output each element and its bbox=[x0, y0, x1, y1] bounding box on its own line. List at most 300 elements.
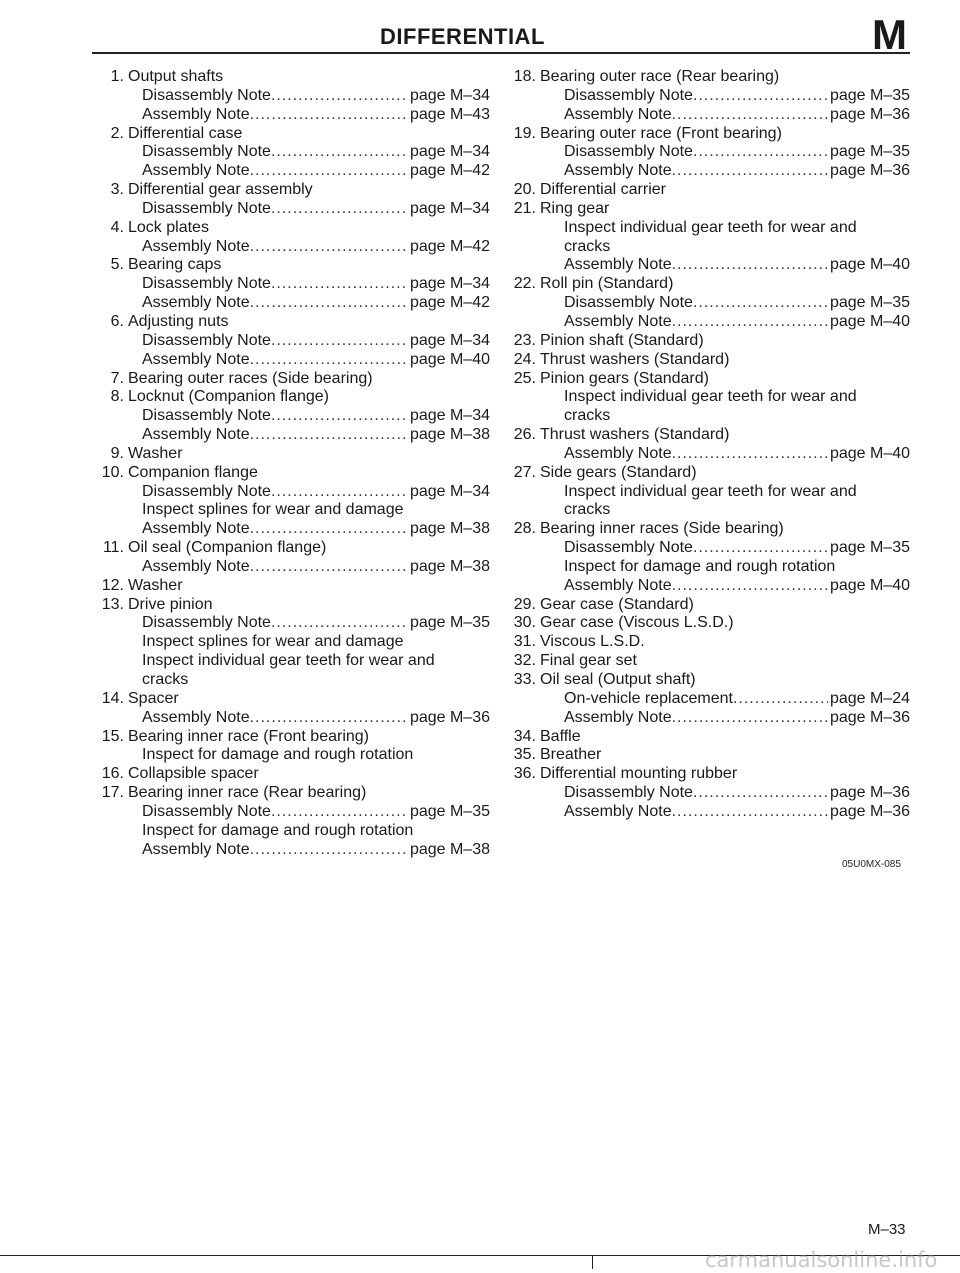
page-reference: page M–35 bbox=[409, 802, 490, 820]
page-reference: page M–36 bbox=[829, 802, 910, 820]
note-label: Assembly Note bbox=[564, 105, 672, 123]
item-title-line bbox=[94, 784, 490, 803]
note-label: Assembly Note bbox=[142, 294, 250, 312]
list-item bbox=[506, 728, 910, 747]
note-label: Disassembly Note bbox=[142, 331, 271, 349]
list-item bbox=[94, 539, 490, 577]
dot-leader bbox=[672, 313, 828, 332]
list-item bbox=[94, 577, 490, 596]
item-note-line bbox=[506, 709, 910, 728]
item-title: Washer bbox=[128, 444, 183, 462]
item-title-line bbox=[94, 539, 490, 558]
item-title-line bbox=[506, 728, 910, 747]
dot-leader bbox=[672, 803, 828, 822]
note-label: Assembly Note bbox=[142, 708, 250, 726]
item-number: 14. bbox=[101, 689, 124, 707]
dot-leader bbox=[693, 87, 828, 106]
item-title-line bbox=[94, 388, 490, 407]
list-item bbox=[94, 313, 490, 370]
item-note-line bbox=[506, 407, 910, 426]
list-item bbox=[94, 388, 490, 445]
note-label: Assembly Note bbox=[564, 802, 672, 820]
dot-leader bbox=[250, 106, 408, 125]
dot-leader bbox=[250, 558, 408, 577]
item-note-line bbox=[94, 351, 490, 370]
item-title-line bbox=[506, 275, 910, 294]
item-note-line bbox=[94, 483, 490, 502]
item-number: 13. bbox=[101, 595, 124, 613]
item-note-line bbox=[506, 162, 910, 181]
item-note-line bbox=[94, 87, 490, 106]
list-item bbox=[506, 765, 910, 822]
item-title: Collapsible spacer bbox=[128, 765, 259, 783]
item-title-line bbox=[506, 614, 910, 633]
item-title-line bbox=[506, 671, 910, 690]
dot-leader bbox=[693, 294, 828, 313]
item-note-line bbox=[506, 143, 910, 162]
item-title: Oil seal (Output shaft) bbox=[540, 671, 696, 688]
item-note-line bbox=[94, 200, 490, 219]
page-number: M–33 bbox=[868, 1221, 906, 1238]
page-reference: page M–40 bbox=[829, 444, 910, 462]
item-number: 29. bbox=[513, 595, 536, 613]
item-note-line bbox=[94, 106, 490, 125]
list-item bbox=[506, 200, 910, 275]
item-number: 5. bbox=[110, 256, 124, 274]
page-reference: page M–34 bbox=[409, 331, 490, 349]
item-number: 7. bbox=[110, 369, 124, 387]
item-number: 26. bbox=[513, 426, 536, 444]
item-number: 35. bbox=[513, 746, 536, 764]
dot-leader bbox=[693, 784, 828, 803]
item-number: 34. bbox=[513, 727, 536, 745]
page-reference: page M–36 bbox=[829, 105, 910, 123]
dot-leader bbox=[250, 351, 408, 370]
dot-leader bbox=[271, 332, 408, 351]
item-title-line bbox=[94, 219, 490, 238]
item-title-line bbox=[506, 746, 910, 765]
item-note-line bbox=[506, 501, 910, 520]
dot-leader bbox=[672, 162, 828, 181]
list-item bbox=[506, 596, 910, 615]
item-title-line bbox=[94, 125, 490, 144]
page-reference: page M–36 bbox=[829, 708, 910, 726]
item-title: Drive pinion bbox=[128, 595, 213, 613]
item-title-line bbox=[506, 125, 910, 144]
item-title: Bearing inner races (Side bearing) bbox=[540, 520, 784, 538]
item-title: Lock plates bbox=[128, 218, 209, 236]
item-title-line bbox=[94, 577, 490, 596]
note-label: On-vehicle replacement bbox=[564, 689, 733, 707]
dot-leader bbox=[733, 690, 828, 709]
dot-leader bbox=[250, 238, 408, 257]
item-title: Differential case bbox=[128, 124, 243, 142]
note-label: Assembly Note bbox=[142, 557, 250, 575]
item-title-line bbox=[94, 464, 490, 483]
item-title: Output shafts bbox=[128, 68, 224, 85]
note-label: Assembly Note bbox=[564, 162, 672, 180]
list-item bbox=[506, 332, 910, 351]
page-reference: page M–35 bbox=[409, 614, 490, 632]
list-item bbox=[506, 351, 910, 370]
list-item bbox=[506, 746, 910, 765]
note-label: Inspect for damage and rough rotation bbox=[142, 746, 414, 764]
parts-list-left-column bbox=[94, 68, 490, 859]
page-reference: page M–34 bbox=[409, 86, 490, 104]
item-number: 36. bbox=[513, 765, 536, 783]
list-item bbox=[94, 181, 490, 219]
dot-leader bbox=[672, 709, 828, 728]
note-label: Disassembly Note bbox=[142, 275, 271, 293]
item-note-line bbox=[506, 539, 910, 558]
item-title: Bearing outer race (Rear bearing) bbox=[540, 68, 780, 85]
note-label: Assembly Note bbox=[564, 708, 672, 726]
page-reference: page M–35 bbox=[829, 86, 910, 104]
item-title-line bbox=[506, 520, 910, 539]
item-note-line bbox=[94, 558, 490, 577]
item-title: Viscous L.S.D. bbox=[540, 633, 645, 651]
note-label: Disassembly Note bbox=[142, 407, 271, 425]
dot-leader bbox=[271, 275, 408, 294]
page-reference: page M–42 bbox=[409, 237, 490, 255]
page-reference: page M–40 bbox=[829, 256, 910, 274]
page-reference: page M–36 bbox=[829, 784, 910, 802]
note-label: Disassembly Note bbox=[142, 482, 271, 500]
list-item bbox=[94, 728, 490, 766]
item-title-line bbox=[94, 690, 490, 709]
note-label: Assembly Note bbox=[564, 256, 672, 274]
note-label: Assembly Note bbox=[142, 105, 250, 123]
note-label: Disassembly Note bbox=[142, 802, 271, 820]
item-title: Gear case (Standard) bbox=[540, 595, 694, 613]
item-title: Companion flange bbox=[128, 463, 258, 481]
page-reference: page M–40 bbox=[409, 350, 490, 368]
note-label: Assembly Note bbox=[564, 576, 672, 594]
list-item bbox=[506, 652, 910, 671]
item-number: 6. bbox=[110, 312, 124, 330]
item-number: 1. bbox=[110, 68, 124, 85]
item-note-line bbox=[94, 746, 490, 765]
list-item bbox=[94, 596, 490, 690]
page-reference: page M–34 bbox=[409, 275, 490, 293]
note-label: Inspect individual gear teeth for wear and bbox=[564, 218, 857, 236]
list-item bbox=[506, 275, 910, 332]
list-item bbox=[94, 256, 490, 313]
item-title-line bbox=[506, 633, 910, 652]
page-reference: page M–34 bbox=[409, 199, 490, 217]
item-note-line bbox=[506, 388, 910, 407]
dot-leader bbox=[672, 577, 828, 596]
dot-leader bbox=[271, 803, 408, 822]
item-title: Thrust washers (Standard) bbox=[540, 426, 730, 444]
item-note-line bbox=[506, 445, 910, 464]
item-title: Bearing inner race (Rear bearing) bbox=[128, 784, 367, 802]
item-note-line bbox=[94, 709, 490, 728]
dot-leader bbox=[250, 520, 408, 539]
note-label: Assembly Note bbox=[142, 350, 250, 368]
list-item bbox=[94, 690, 490, 728]
item-number: 12. bbox=[101, 576, 124, 594]
dot-leader bbox=[271, 200, 408, 219]
list-item bbox=[506, 520, 910, 595]
item-number: 9. bbox=[110, 444, 124, 462]
item-title: Gear case (Viscous L.S.D.) bbox=[540, 614, 734, 632]
list-item bbox=[94, 765, 490, 784]
list-item bbox=[506, 68, 910, 125]
item-number: 20. bbox=[513, 181, 536, 199]
page-reference: page M–42 bbox=[409, 162, 490, 180]
note-label: Disassembly Note bbox=[142, 143, 271, 161]
item-title-line bbox=[506, 181, 910, 200]
item-title-line bbox=[506, 351, 910, 370]
watermark-text: carmanualsonline.info bbox=[705, 1248, 938, 1272]
note-label: Assembly Note bbox=[142, 162, 250, 180]
dot-leader bbox=[672, 256, 828, 275]
item-title: Washer bbox=[128, 576, 183, 594]
item-title: Adjusting nuts bbox=[128, 312, 229, 330]
item-note-line bbox=[506, 256, 910, 275]
note-label: Disassembly Note bbox=[142, 86, 271, 104]
section-letter: M bbox=[872, 11, 907, 58]
note-label: Inspect individual gear teeth for wear and bbox=[142, 652, 435, 670]
item-title: Baffle bbox=[540, 727, 581, 745]
item-number: 25. bbox=[513, 369, 536, 387]
page-reference: page M–36 bbox=[829, 162, 910, 180]
list-item bbox=[94, 125, 490, 182]
page-reference: page M–38 bbox=[409, 840, 490, 858]
dot-leader bbox=[250, 294, 408, 313]
note-label: Disassembly Note bbox=[564, 784, 693, 802]
note-label: Inspect for damage and rough rotation bbox=[564, 557, 836, 575]
dot-leader bbox=[271, 407, 408, 426]
dot-leader bbox=[672, 106, 828, 125]
footer-tick-mark bbox=[592, 1255, 593, 1269]
page-reference: page M–35 bbox=[829, 143, 910, 161]
note-label: Inspect individual gear teeth for wear and bbox=[564, 482, 857, 500]
page-reference: page M–34 bbox=[409, 482, 490, 500]
list-item bbox=[94, 464, 490, 539]
dot-leader bbox=[271, 614, 408, 633]
item-title: Bearing outer races (Side bearing) bbox=[128, 369, 373, 387]
item-note-line bbox=[94, 841, 490, 860]
page-reference: page M–36 bbox=[409, 708, 490, 726]
note-label: Disassembly Note bbox=[564, 294, 693, 312]
item-title-line bbox=[506, 332, 910, 351]
note-label: Disassembly Note bbox=[564, 143, 693, 161]
page-reference: page M–24 bbox=[829, 689, 910, 707]
dot-leader bbox=[250, 709, 408, 728]
item-number: 23. bbox=[513, 331, 536, 349]
item-title: Ring gear bbox=[540, 199, 610, 217]
note-label: Assembly Note bbox=[142, 520, 250, 538]
note-label: Disassembly Note bbox=[564, 86, 693, 104]
page-reference: page M–38 bbox=[409, 520, 490, 538]
item-note-line bbox=[94, 407, 490, 426]
note-label: Inspect splines for wear and damage bbox=[142, 633, 404, 651]
item-number: 19. bbox=[513, 124, 536, 142]
item-title-line bbox=[94, 313, 490, 332]
item-number: 8. bbox=[110, 388, 124, 406]
page-reference: page M–38 bbox=[409, 426, 490, 444]
item-note-line bbox=[94, 332, 490, 351]
item-note-line bbox=[506, 558, 910, 577]
note-label: cracks bbox=[142, 671, 189, 688]
note-label: cracks bbox=[564, 237, 611, 255]
item-note-line bbox=[94, 633, 490, 652]
note-label: Inspect splines for wear and damage bbox=[142, 501, 404, 519]
note-label: Inspect individual gear teeth for wear and bbox=[564, 388, 857, 406]
item-note-line bbox=[94, 294, 490, 313]
item-note-line bbox=[506, 690, 910, 709]
item-title: Locknut (Companion flange) bbox=[128, 388, 330, 406]
list-item bbox=[506, 426, 910, 464]
list-item bbox=[506, 671, 910, 728]
item-title: Roll pin (Standard) bbox=[540, 275, 674, 293]
item-title-line bbox=[506, 596, 910, 615]
item-number: 21. bbox=[513, 199, 536, 217]
item-title: Pinion shaft (Standard) bbox=[540, 331, 704, 349]
dot-leader bbox=[693, 143, 828, 162]
item-note-line bbox=[94, 501, 490, 520]
item-title: Breather bbox=[540, 746, 602, 764]
item-title-line bbox=[94, 68, 490, 87]
note-label: Disassembly Note bbox=[564, 539, 693, 557]
item-title: Spacer bbox=[128, 689, 179, 707]
item-number: 32. bbox=[513, 652, 536, 670]
page-reference: page M–40 bbox=[829, 576, 910, 594]
list-item bbox=[94, 370, 490, 389]
item-note-line bbox=[94, 426, 490, 445]
item-title: Bearing outer race (Front bearing) bbox=[540, 124, 782, 142]
item-note-line bbox=[506, 238, 910, 257]
item-title-line bbox=[506, 68, 910, 87]
header-divider bbox=[92, 52, 910, 54]
item-number: 24. bbox=[513, 350, 536, 368]
item-note-line bbox=[506, 483, 910, 502]
item-note-line bbox=[94, 143, 490, 162]
item-title: Thrust washers (Standard) bbox=[540, 350, 730, 368]
figure-code: 05U0MX-085 bbox=[842, 859, 901, 870]
item-note-line bbox=[506, 106, 910, 125]
list-item bbox=[94, 445, 490, 464]
item-note-line bbox=[506, 313, 910, 332]
list-item bbox=[506, 464, 910, 521]
item-title-line bbox=[94, 181, 490, 200]
item-title: Differential carrier bbox=[540, 181, 666, 199]
dot-leader bbox=[250, 162, 408, 181]
item-title-line bbox=[506, 426, 910, 445]
item-title: Bearing inner race (Front bearing) bbox=[128, 727, 370, 745]
item-title: Bearing caps bbox=[128, 256, 222, 274]
item-number: 33. bbox=[513, 671, 536, 688]
item-title-line bbox=[94, 445, 490, 464]
item-note-line bbox=[506, 784, 910, 803]
note-label: Assembly Note bbox=[564, 444, 672, 462]
item-number: 10. bbox=[101, 463, 124, 481]
item-title-line bbox=[506, 652, 910, 671]
item-number: 3. bbox=[110, 181, 124, 199]
item-title-line bbox=[506, 464, 910, 483]
item-number: 30. bbox=[513, 614, 536, 632]
note-label: cracks bbox=[564, 407, 611, 425]
item-number: 31. bbox=[513, 633, 536, 651]
item-title: Differential gear assembly bbox=[128, 181, 313, 199]
page-reference: page M–34 bbox=[409, 143, 490, 161]
item-number: 11. bbox=[102, 539, 124, 557]
item-note-line bbox=[94, 520, 490, 539]
item-title-line bbox=[94, 765, 490, 784]
item-title-line bbox=[94, 370, 490, 389]
item-note-line bbox=[94, 614, 490, 633]
item-number: 17. bbox=[101, 784, 124, 802]
note-label: cracks bbox=[564, 501, 611, 519]
list-item bbox=[506, 181, 910, 200]
list-item bbox=[506, 370, 910, 427]
dot-leader bbox=[672, 445, 828, 464]
item-number: 18. bbox=[513, 68, 536, 85]
item-number: 15. bbox=[101, 727, 124, 745]
list-item bbox=[94, 219, 490, 257]
item-title: Differential mounting rubber bbox=[540, 765, 738, 783]
list-item bbox=[506, 125, 910, 182]
item-note-line bbox=[94, 238, 490, 257]
item-note-line bbox=[506, 294, 910, 313]
item-number: 22. bbox=[513, 275, 536, 293]
list-item bbox=[506, 614, 910, 633]
page-title: DIFFERENTIAL bbox=[380, 24, 545, 49]
item-note-line bbox=[94, 803, 490, 822]
item-note-line bbox=[506, 87, 910, 106]
item-note-line bbox=[94, 162, 490, 181]
dot-leader bbox=[250, 426, 408, 445]
item-note-line bbox=[94, 275, 490, 294]
dot-leader bbox=[271, 483, 408, 502]
dot-leader bbox=[271, 87, 408, 106]
item-note-line bbox=[506, 219, 910, 238]
page-reference: page M–35 bbox=[829, 539, 910, 557]
item-title: Pinion gears (Standard) bbox=[540, 369, 709, 387]
list-item bbox=[506, 633, 910, 652]
page-reference: page M–43 bbox=[409, 105, 490, 123]
item-note-line bbox=[506, 577, 910, 596]
note-label: Disassembly Note bbox=[142, 614, 271, 632]
item-number: 28. bbox=[513, 520, 536, 538]
item-note-line bbox=[94, 652, 490, 671]
item-number: 16. bbox=[101, 765, 124, 783]
item-title: Final gear set bbox=[540, 652, 637, 670]
list-item bbox=[94, 68, 490, 125]
dot-leader bbox=[271, 143, 408, 162]
note-label: Assembly Note bbox=[142, 426, 250, 444]
list-item bbox=[94, 784, 490, 859]
note-label: Inspect for damage and rough rotation bbox=[142, 821, 414, 839]
item-title-line bbox=[506, 200, 910, 219]
note-label: Assembly Note bbox=[142, 840, 250, 858]
page-reference: page M–42 bbox=[409, 294, 490, 312]
item-number: 4. bbox=[110, 218, 124, 236]
item-number: 27. bbox=[513, 463, 536, 481]
dot-leader bbox=[693, 539, 828, 558]
item-title-line bbox=[94, 596, 490, 615]
item-title: Side gears (Standard) bbox=[540, 463, 697, 481]
item-number: 2. bbox=[110, 124, 124, 142]
item-note-line bbox=[506, 803, 910, 822]
parts-list-right-column bbox=[506, 68, 910, 822]
item-title-line bbox=[506, 765, 910, 784]
note-label: Assembly Note bbox=[564, 312, 672, 330]
page-reference: page M–38 bbox=[409, 557, 490, 575]
note-label: Disassembly Note bbox=[142, 199, 271, 217]
